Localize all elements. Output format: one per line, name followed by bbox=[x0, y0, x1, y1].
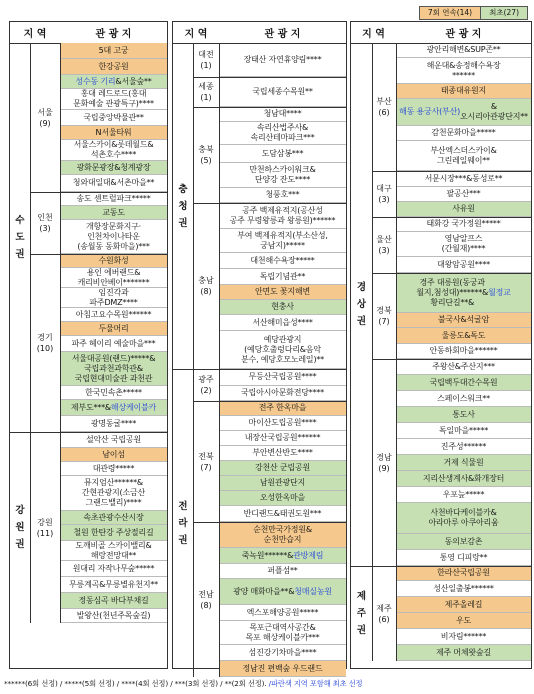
first-selected-highlight: 해상케이블카 bbox=[110, 402, 157, 412]
tourist-site: 영남알프스 (간월재)**** bbox=[396, 232, 531, 257]
sub-region-name: 울산 bbox=[376, 235, 392, 244]
divider bbox=[372, 273, 531, 274]
tourist-site: 안면도 꽃지해변 bbox=[219, 285, 346, 300]
divider bbox=[372, 359, 531, 360]
tourist-site: 정동심곡 바다부채길 bbox=[60, 593, 167, 609]
tourist-site: 안동하회마을****** bbox=[396, 344, 531, 359]
sub-region-cell bbox=[372, 171, 397, 217]
sub-region-count: (10) bbox=[36, 344, 54, 353]
sub-region-name: 서울 bbox=[37, 107, 53, 117]
region-name-char: 경 bbox=[356, 282, 367, 293]
region-name-char: 권 bbox=[356, 625, 367, 636]
first-selected-highlight: 해동 용궁사(부산) bbox=[399, 107, 461, 116]
tourist-site: 목포근대역사공간& 목포 해상케이블카*** bbox=[219, 621, 346, 645]
tourist-site: 오성한옥마을 bbox=[219, 491, 346, 506]
tourist-site: 청풍호*** bbox=[219, 188, 346, 203]
sub-region-name: 충남 bbox=[198, 276, 214, 285]
tourist-site: 통도사 bbox=[396, 407, 531, 423]
table-column-2 bbox=[172, 21, 347, 673]
tourist-site: 부산엑스더스카이& 그린레일웨이** bbox=[396, 141, 531, 171]
region-name-char: 권 bbox=[356, 316, 367, 327]
sub-region-count: (9) bbox=[39, 118, 51, 128]
region-name-char: 권 bbox=[178, 217, 188, 229]
legend-first-time: 최초(27) bbox=[480, 7, 527, 19]
tourist-site: 남원관광단지 bbox=[219, 476, 346, 491]
sub-region-name: 인천 bbox=[37, 213, 53, 222]
tourist-site: 경주 대릉원(동궁과 월지,첨성대)******& 황리단길**& 월정교 bbox=[396, 273, 531, 313]
tourist-site: 국립세종수목원** bbox=[219, 77, 346, 107]
sub-region-cell bbox=[193, 369, 220, 401]
tourist-site: 해동 용궁사(부산) & 오시리아관광단지** bbox=[396, 99, 531, 126]
tourist-site: 국립백두대간수목원 bbox=[396, 375, 531, 391]
first-selected-highlight: 월정교 bbox=[488, 287, 511, 297]
sub-region-cell bbox=[30, 192, 61, 254]
tourist-site: 내장산국립공원****** bbox=[219, 431, 346, 446]
sub-region-name: 부산 bbox=[376, 97, 392, 106]
tourist-site: 광안리해변&SUP존** bbox=[396, 43, 531, 58]
table-header bbox=[351, 22, 531, 44]
first-selected-highlight: 청매실농원 bbox=[294, 586, 332, 596]
sub-region-name: 대전 bbox=[198, 50, 214, 59]
tourist-site: 제주올레길 bbox=[396, 597, 531, 613]
sub-region-count: (2) bbox=[200, 386, 212, 395]
tourist-site: 공주 백제유적지(공산성 공주 무령왕릉과 왕릉원)****** bbox=[219, 203, 346, 229]
tourist-site: 독일마을***** bbox=[396, 423, 531, 439]
sub-region-count: (6) bbox=[378, 614, 390, 624]
sub-region-count: (8) bbox=[200, 287, 212, 296]
table-header bbox=[10, 22, 167, 44]
header-site: 관 광 지 bbox=[95, 29, 132, 40]
tourist-site: 철원 한탄강 주상절리길 bbox=[60, 525, 167, 541]
tourist-site: 속초관광수산시장 bbox=[60, 511, 167, 525]
tourist-site: 엑스포해양공원***** bbox=[219, 605, 346, 621]
sub-region-cell bbox=[193, 107, 220, 203]
tourist-site: 반디랜드&태권도원*** bbox=[219, 506, 346, 522]
header-region: 지 역 bbox=[23, 29, 47, 40]
tourist-site: 부안변산반도**** bbox=[219, 446, 346, 461]
tourist-site: 죽녹원******& 관방제림 bbox=[219, 548, 346, 564]
tourist-site: 섬진강기차마을**** bbox=[219, 645, 346, 661]
tourist-site: 한국민속촌***** bbox=[60, 386, 167, 400]
region-name-char: 수 bbox=[15, 215, 25, 226]
tourist-site: 해운대&송정해수욕장 ****** bbox=[396, 58, 531, 84]
sub-region-cell bbox=[372, 566, 397, 661]
region-cell bbox=[10, 432, 31, 623]
tourist-site: 제주 머체왓숲길 bbox=[396, 645, 531, 661]
sub-region-cell bbox=[193, 77, 220, 107]
legend-consecutive: 7회 연속(14) bbox=[420, 7, 480, 19]
tourist-site: 임진각과 파주DMZ**** bbox=[60, 288, 167, 308]
header-site: 관 광 지 bbox=[264, 29, 301, 40]
tourist-site: 서산해미읍성**** bbox=[219, 315, 346, 331]
sub-region-count: (9) bbox=[378, 463, 390, 473]
region-name-char: 라 bbox=[178, 517, 188, 529]
tourist-site: 서울대공원(랜드)*****& 국립과천과학관& 국립현대미술관 과천관 bbox=[60, 352, 167, 386]
divider bbox=[30, 254, 167, 255]
tourist-site: 한라산국립공원 bbox=[396, 566, 531, 581]
region-cell bbox=[351, 43, 373, 566]
region-name-char: 강 bbox=[15, 505, 25, 516]
region-name-char: 청 bbox=[178, 200, 188, 212]
tourist-site: 거제 식물원 bbox=[396, 455, 531, 471]
sub-region-name: 대구 bbox=[376, 184, 392, 193]
region-name-char: 원 bbox=[15, 522, 25, 533]
divider bbox=[351, 566, 531, 567]
tourist-site: 독립기념관** bbox=[219, 269, 346, 285]
region-name-char: 주 bbox=[356, 608, 367, 619]
sub-region-cell bbox=[193, 522, 220, 677]
tourist-site: 주왕산&주산지*** bbox=[396, 359, 531, 375]
divider bbox=[193, 522, 346, 523]
tourist-site: 대왕암공원**** bbox=[396, 257, 531, 273]
tourist-site: 비자림****** bbox=[396, 629, 531, 645]
sub-region-count: (11) bbox=[36, 528, 54, 538]
tourist-site: 통영 디피랑** bbox=[396, 550, 531, 566]
tourist-site: 예당관광지 (예당호출렁다리&음악 분수, 예당호모노레일)** bbox=[219, 331, 346, 369]
tourist-site: 불국사&석굴암 bbox=[396, 313, 531, 328]
tourist-site: 서문시장***&동성로** bbox=[396, 171, 531, 187]
tourist-site: 대천해수욕장***** bbox=[219, 253, 346, 269]
tourist-site: 발왕산(천년주목숲길) bbox=[60, 609, 167, 623]
sub-region-name: 세종 bbox=[198, 82, 214, 91]
tourist-site: 성산일출봉****** bbox=[396, 581, 531, 597]
sub-region-name: 경기 bbox=[37, 333, 53, 342]
sub-region-name: 경북 bbox=[376, 306, 392, 315]
sub-region-name: 광주 bbox=[198, 375, 214, 384]
region-name-char: 제 bbox=[356, 591, 367, 602]
tourist-site: 청남대**** bbox=[219, 107, 346, 122]
tourist-site: 태화강 국가정원***** bbox=[396, 217, 531, 232]
sub-region-name: 전북 bbox=[198, 451, 214, 461]
tourist-site: 원대리 자작나무숲***** bbox=[60, 561, 167, 577]
sub-region-count: (5) bbox=[200, 156, 212, 165]
tourist-site: 용인 에버랜드& 캐리비안베이******* bbox=[60, 268, 167, 288]
tourist-site: 설악산 국립공원 bbox=[60, 432, 167, 448]
sub-region-cell bbox=[193, 401, 220, 522]
header-site: 관 광 지 bbox=[445, 29, 482, 40]
sub-region-name: 경남 bbox=[376, 452, 392, 462]
sub-region-cell bbox=[30, 254, 61, 432]
sub-region-cell bbox=[193, 43, 220, 77]
tourist-site: 만천하스카이워크& 단양강 잔도**** bbox=[219, 163, 346, 188]
tourist-site: 아침고요수목원****** bbox=[60, 308, 167, 322]
tourist-site: 서울스카이&롯데월드& 석촌호수**** bbox=[60, 140, 167, 161]
tourist-site: 스페이스워크** bbox=[396, 391, 531, 407]
tourist-site: 수원화성 bbox=[60, 254, 167, 268]
divider bbox=[173, 369, 346, 370]
table-column-3 bbox=[350, 21, 532, 669]
divider bbox=[193, 203, 346, 204]
sub-region-count: (7) bbox=[378, 317, 390, 326]
sub-region-cell bbox=[372, 359, 397, 566]
sub-region-count: (8) bbox=[200, 600, 212, 610]
region-cell bbox=[173, 369, 194, 677]
tourist-site: 대관령***** bbox=[60, 462, 167, 476]
header-region: 지 역 bbox=[184, 29, 208, 40]
region-cell bbox=[10, 43, 31, 432]
tourist-site: 무릉계곡&무릉별유천지** bbox=[60, 577, 167, 593]
tourist-site: 송도 센트럴파크***** bbox=[60, 192, 167, 206]
tourist-site: 우포늪***** bbox=[396, 487, 531, 503]
tourist-site: 뮤지엄산******& 간현관광지(소금산 그랜드밸리)**** bbox=[60, 476, 167, 511]
region-name-char: 전 bbox=[178, 500, 188, 512]
table-header bbox=[173, 22, 346, 44]
tourist-site: 도깨비골 스카이밸리& 해랑전망대** bbox=[60, 541, 167, 561]
tourist-site: 한강공원 bbox=[60, 59, 167, 75]
legend bbox=[419, 6, 528, 20]
tourist-site: 속리산법주사& 속리산테마파크*** bbox=[219, 122, 346, 145]
tourist-site: 사천바다케이블카& 아라마루 아쿠아리움 bbox=[396, 503, 531, 534]
divider bbox=[372, 217, 531, 218]
region-cell bbox=[173, 43, 194, 369]
tourist-site: 국립중앙박물관** bbox=[60, 110, 167, 126]
tourist-site: 전주 한옥마을 bbox=[219, 401, 346, 416]
sub-region-cell bbox=[30, 43, 61, 192]
tourist-site: 광양 매화마을**& 청매실농원 bbox=[219, 579, 346, 605]
tourist-site: 제부도***& 해상케이블카 bbox=[60, 400, 167, 416]
tourist-site: 감천문화마을***** bbox=[396, 126, 531, 141]
sub-region-name: 제주 bbox=[376, 603, 392, 613]
sub-region-count: (6) bbox=[378, 108, 390, 117]
sub-region-count: (3) bbox=[378, 246, 390, 255]
first-selected-highlight: 성수동 기리 bbox=[75, 76, 116, 86]
region-name-char: 충 bbox=[178, 183, 188, 195]
tourist-site: 울릉도&독도 bbox=[396, 328, 531, 344]
tourist-site: 동의보감촌 bbox=[396, 534, 531, 550]
divider bbox=[372, 171, 531, 172]
footnote-blue: /파란색 지역 포함해 최초 선정 bbox=[268, 679, 363, 688]
tourist-site: 성수동 기리 &서울숲** bbox=[60, 75, 167, 89]
tourist-site: 장태산 자연휴양림**** bbox=[219, 43, 346, 77]
region-name-char: 도 bbox=[15, 232, 25, 243]
sub-region-count: (3) bbox=[39, 224, 51, 233]
divider bbox=[193, 77, 346, 78]
tourist-site: 진주성****** bbox=[396, 439, 531, 455]
divider bbox=[10, 432, 167, 433]
tourist-site: 광명동굴**** bbox=[60, 416, 167, 432]
tourist-site: 지리산생계사&화개장터 bbox=[396, 471, 531, 487]
tourist-site: 도담삼봉*** bbox=[219, 145, 346, 163]
header-region: 지 역 bbox=[362, 29, 385, 40]
tourist-site: 남이섬 bbox=[60, 448, 167, 462]
tourist-site: 홍대 레드로드(홍대 문화예술 관광특구)**** bbox=[60, 89, 167, 110]
tourist-site: 우도 bbox=[396, 613, 531, 629]
tourist-site: 광화문광장&청계광장 bbox=[60, 161, 167, 175]
region-name-char: 권 bbox=[15, 539, 25, 550]
tourist-site: 정남진 편백숲 우드랜드 bbox=[219, 661, 346, 677]
divider bbox=[193, 107, 346, 108]
tourist-site: 국립아시아문화전당**** bbox=[219, 386, 346, 401]
tourist-site: 교동도 bbox=[60, 206, 167, 220]
region-name-char: 권 bbox=[178, 534, 188, 546]
tourist-site: 청와대일대&서촌마을** bbox=[60, 175, 167, 192]
tourist-site: N서울타워 bbox=[60, 126, 167, 140]
sub-region-count: (7) bbox=[200, 462, 212, 472]
footnote bbox=[4, 679, 532, 689]
tourist-site: 파주 헤이리 예술마을*** bbox=[60, 336, 167, 352]
sub-region-cell bbox=[30, 432, 61, 623]
sub-region-name: 충북 bbox=[198, 145, 214, 154]
sub-region-cell bbox=[372, 43, 397, 171]
sub-region-cell bbox=[193, 203, 220, 369]
tourist-site: 5대 고궁 bbox=[60, 43, 167, 59]
sub-region-name: 강원 bbox=[37, 517, 53, 527]
tourist-site: 현충사 bbox=[219, 300, 346, 315]
sub-region-count: (1) bbox=[200, 61, 212, 70]
footnote-main: ******(6회 선정) / *****(5회 선정) / ****(4회 선정) / ***(3회 선정) / **(2회 선정). bbox=[4, 679, 267, 688]
tourist-site: 사유원 bbox=[396, 202, 531, 217]
tourist-site: 팔공산*** bbox=[396, 187, 531, 202]
tourist-site: 부여 백제유적지(부소산성, 궁남지)***** bbox=[219, 229, 346, 253]
tourist-site: 마이산도립공원**** bbox=[219, 416, 346, 431]
tourist-site: 두물머리 bbox=[60, 322, 167, 336]
tourist-site: 무등산국립공원**** bbox=[219, 369, 346, 386]
sub-region-cell bbox=[372, 273, 397, 359]
sub-region-name: 전남 bbox=[198, 589, 214, 599]
region-name-char: 권 bbox=[15, 249, 25, 260]
sub-region-count: (3) bbox=[378, 195, 390, 204]
sub-region-cell bbox=[372, 217, 397, 273]
region-cell bbox=[351, 566, 373, 661]
tourist-site: 퍼플섬** bbox=[219, 564, 346, 579]
region-name-char: 상 bbox=[356, 299, 367, 310]
sub-region-count: (1) bbox=[200, 93, 212, 102]
tourist-site: 태종대유원지 bbox=[396, 84, 531, 99]
divider bbox=[193, 401, 346, 402]
tourist-site: 순천만국가정원& 순천만습지 bbox=[219, 522, 346, 548]
divider bbox=[30, 192, 167, 193]
table-column-1 bbox=[9, 21, 168, 669]
tourist-site: 강천산 군립공원 bbox=[219, 461, 346, 476]
first-selected-highlight: 관방제림 bbox=[293, 550, 324, 560]
tourist-site: 개항장문화지구· 인천차이나타운 (송월동 동화마을)*** bbox=[60, 220, 167, 254]
